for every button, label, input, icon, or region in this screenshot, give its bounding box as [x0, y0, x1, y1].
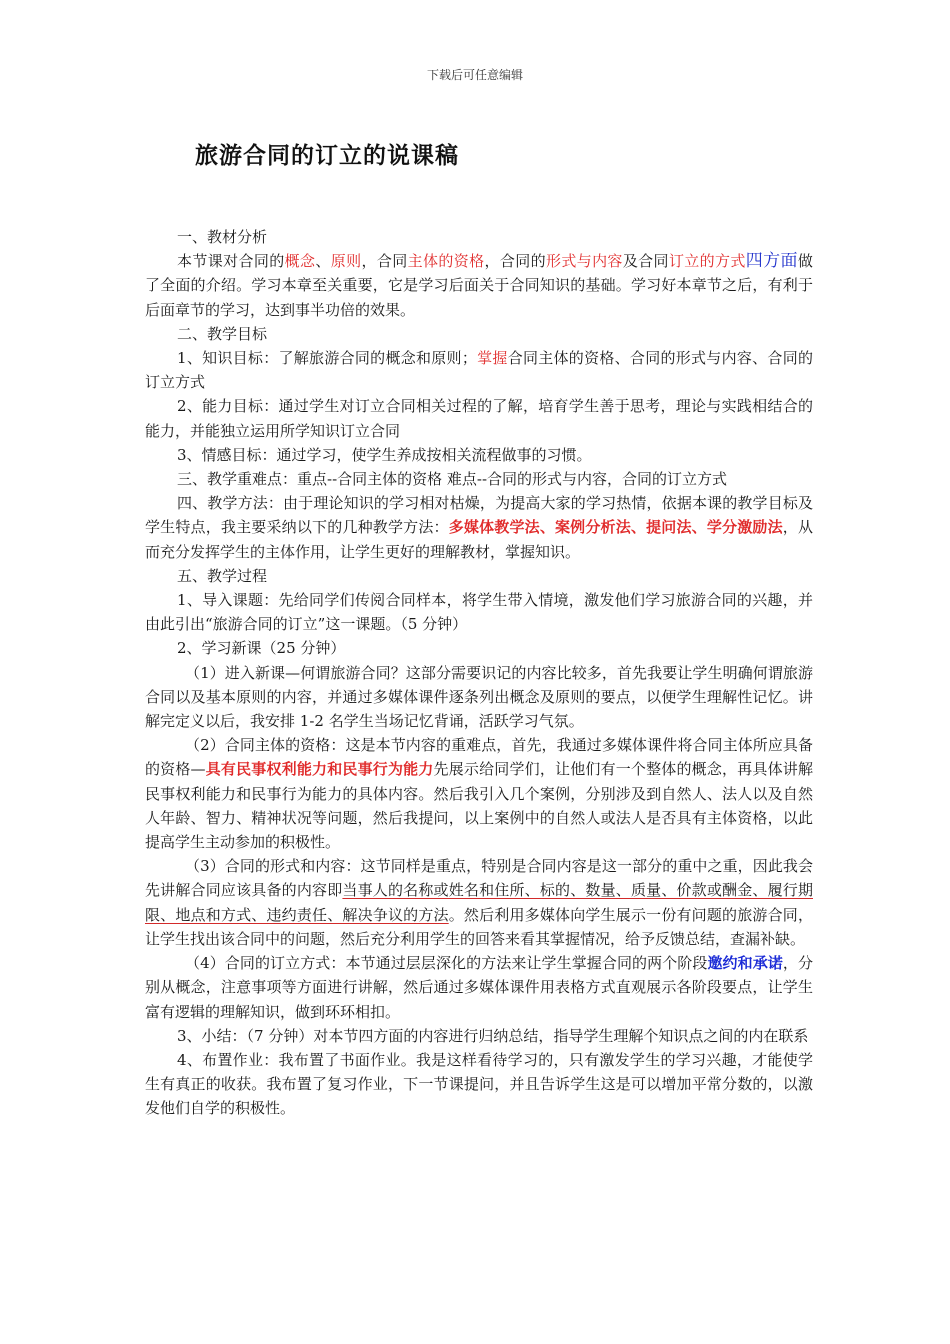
text-run: ，合同 — [361, 252, 408, 271]
process-intro: 1、导入课题：先给同学们传阅合同样本，将学生带入情境，激发他们学习旅游合同的兴趣，并由此引出“旅游合同的订立”这一课题。（5 分钟） — [145, 591, 813, 634]
process-new-lesson: 2、学习新课（25 分钟） — [177, 639, 346, 658]
section-heading-1: 一、教材分析 — [177, 228, 268, 246]
section-key-points: 三、教学重难点：重点--合同主体的资格 难点--合同的形式与内容，合同的订立方式 — [177, 470, 728, 489]
page-header: 下载后可任意编辑 — [426, 68, 523, 82]
process-sub-3 — [145, 854, 813, 951]
section-heading-5: 五、教学过程 — [177, 566, 268, 585]
keyword-conclusion-method: 订立的方式 — [668, 252, 746, 271]
paragraph-textbook-analysis — [145, 249, 813, 322]
document-body — [145, 225, 813, 1121]
keyword-four-aspects: 四方面 — [745, 251, 798, 272]
keyword-principle: 原则 — [330, 252, 362, 271]
keyword-master: 掌握 — [476, 349, 508, 368]
keyword-civil-capacity: 具有民事权利能力和民事行为能力 — [205, 760, 434, 779]
process-sub-2 — [145, 733, 813, 854]
document-title: 旅游合同的订立的说课稿 — [195, 142, 459, 169]
text-run: 先展示给同学们，让他们有一个整体的概念，再具体讲解民事权利能力和民事行为能力的具体内容。然后我引入几个案例，分别涉及到自然人、法人以及自然人年龄、智力、精神状况等问题，然后我提问，以上案例中的自然人或法人是否具有主体资格，以此提高学生主动参加的积极性。 — [145, 760, 813, 852]
process-homework: 4、布置作业：我布置了书面作业。我是这样看待学习的，只有激发学生的学习兴趣，才能使学生有真正的收获。我布置了复习作业，下一节课提问，并且告诉学生这是可以增加平常分数的，以激发他们自学的积极性。 — [145, 1050, 813, 1118]
keyword-offer-acceptance: 邀约和承诺 — [707, 954, 783, 973]
process-summary: 3、小结：（7 分钟）对本节四方面的内容进行归纳总结，指导学生理解个知识点之间的内在联系 — [177, 1026, 809, 1045]
text-run: 。然后利用多媒体向学生展示一份有问题的旅游合同，让学生找出该合同中的问题，然后充分利用学生的回答来看其掌握情况，给予反馈总结，查漏补缺。 — [145, 905, 813, 948]
process-sub-1: （1）进入新课—何谓旅游合同？这部分需要识记的内容比较多，首先我要让学生明确何谓旅游合同以及基本原则的内容，并通过多媒体课件逐条列出概念及原则的要点，以便学生理解性记忆。讲解完定义以后，我安排 1-2 名学生当场记忆背诵，活跃学习气氛。 — [145, 663, 813, 731]
text-run: 1、知识目标：了解旅游合同的概念和原则； — [177, 349, 477, 368]
text-run: （2）合同主体的资格：这是本节内容的重难点，首先，我通过多媒体课件将合同主体所应具备的资格— — [145, 736, 813, 779]
text-run: 及合同 — [622, 252, 669, 271]
keyword-methods: 多媒体教学法、案例分析法、提问法、学分激励法 — [448, 518, 783, 537]
text-run: ，分别从概念，注意事项等方面进行讲解，然后通过多媒体课件用表格方式直观展示各阶段要点，让学生富有逻辑的理解知识，做到环环相扣。 — [145, 954, 813, 1021]
keyword-subject-qualification: 主体的资格 — [407, 252, 485, 271]
section-teaching-methods — [145, 491, 813, 564]
text-run: 做了全面的介绍。学习本章至关重要，它是学习后面关于合同知识的基础。学习好本章节之后，有利于后面章节的学习，达到事半功倍的效果。 — [145, 252, 813, 319]
keyword-concept: 概念 — [284, 252, 316, 271]
text-run: ，从而充分发挥学生的主体作用，让学生更好的理解教材，掌握知识。 — [145, 518, 813, 561]
text-run: 合同主体的资格、合同的形式与内容、合同的订立方式 — [145, 349, 813, 392]
text-run: （3）合同的形式和内容：这节同样是重点，特别是合同内容是这一部分的重中之重，因此我会先讲解合同应该具备的内容即 — [145, 857, 813, 900]
underlined-contract-contents: 当事人的名称或姓名和住所、标的、数量、质量、价款或酬金、履行期限、地点和方式、违约责任、解决争议的方法 — [145, 881, 813, 924]
keyword-form-content: 形式与内容 — [545, 252, 623, 271]
goal-ability: 2、能力目标：通过学生对订立合同相关过程的了解，培育学生善于思考，理论与实践相结合的能力，并能独立运用所学知识订立合同 — [145, 397, 813, 440]
section-heading-2: 二、教学目标 — [177, 324, 268, 343]
text-run: （4）合同的订立方式：本节通过层层深化的方法来让学生掌握合同的两个阶段 — [185, 954, 708, 973]
text-run: 、 — [315, 252, 331, 271]
text-run: 本节课对合同的 — [177, 252, 285, 271]
process-sub-4 — [145, 951, 813, 1024]
text-run: ，合同的 — [484, 252, 546, 271]
goal-knowledge — [145, 346, 813, 394]
goal-emotion: 3、情感目标：通过学习，使学生养成按相关流程做事的习惯。 — [177, 445, 592, 464]
text-run: 四、教学方法：由于理论知识的学习相对枯燥，为提高大家的学习热情，依据本课的教学目标及学生特点，我主要采纳以下的几种教学方法： — [145, 494, 813, 537]
